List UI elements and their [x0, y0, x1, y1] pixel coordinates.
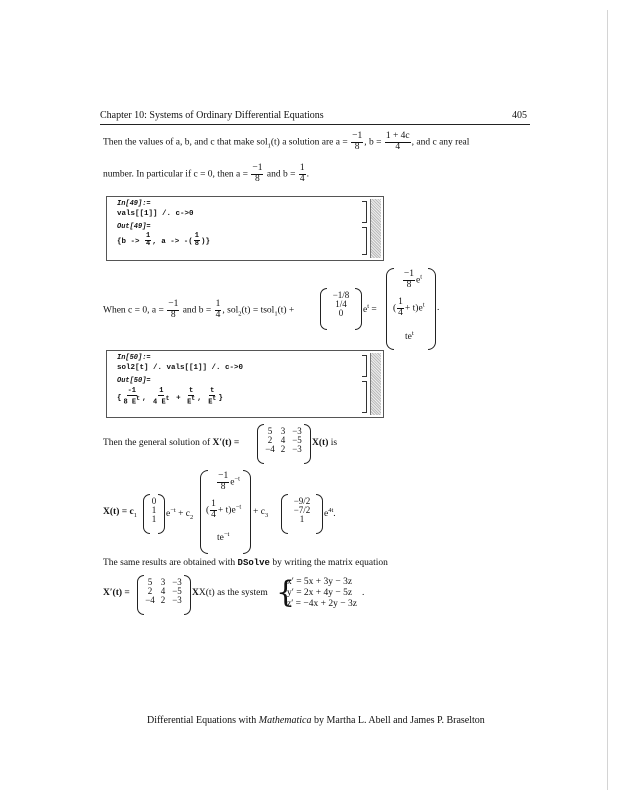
term-3-coef: + $c_3$ [253, 507, 269, 519]
paragraph-values-abc: Then the values of a, b, and c that make sol$_1$(t) a solution are a = $\frac{-1}{8}$ , b = $\frac{1 + 4c}{4}$ , and c any real [103, 131, 470, 152]
header-rule [100, 124, 530, 125]
system-brace: { [276, 575, 296, 610]
notebook-cell-50 [106, 350, 384, 418]
right-paren [355, 288, 362, 330]
gensol-mid-row-1: $\frac{-1}{8}$ $e^{-t}$ [218, 471, 240, 492]
left-paren [257, 424, 264, 464]
fraction-a: $\frac{-1}{8}$ [352, 131, 363, 152]
notebook-cell-49 [106, 196, 384, 261]
cell-bracket-input[interactable] [362, 201, 367, 223]
chapter-title: Chapter 10: Systems of Ordinary Differential Equations [100, 110, 324, 121]
sol2-row-3: $te^t$ [405, 330, 414, 343]
coefficient-matrix: 5 3 −3 2 4 −5 −4 2 −3 [265, 426, 302, 454]
system-trail: . [362, 588, 365, 598]
fraction-b: $\frac{1}{4}$ [299, 163, 305, 184]
page-number: 405 [512, 110, 527, 121]
cell-input[interactable]: vals[[1]] /. c->0 [117, 210, 194, 218]
cell-bracket-output[interactable] [362, 381, 367, 413]
left-paren [137, 575, 144, 615]
in-label: In[49]:= [117, 200, 151, 208]
sentence-end: . [437, 303, 440, 313]
gensol-lhs: $X(t) = c_1$ [103, 507, 137, 519]
rhs: X(t) is [312, 438, 338, 448]
system-coefficient-matrix: 5 3 −3 2 4 −5 −4 2 −3 [145, 577, 182, 605]
system-rhs: XX(t) as the system [192, 588, 268, 598]
cell-bracket-input[interactable] [362, 355, 367, 377]
dsolve-code: DSolve [237, 558, 270, 568]
cell-output: {b -> $\frac{1}{4}$ , a -> -( $\frac{1}{8}$ )} [117, 232, 210, 249]
fraction-b: $\frac{1 + 4c}{4}$ [385, 131, 410, 152]
sol2-row-2: ( $\frac{1}{4}$ + $t)e^t$ [393, 297, 425, 318]
right-paren [184, 575, 191, 615]
page-edge-line [607, 10, 608, 790]
vector-constant: −1/8 1/4 0 [332, 290, 350, 318]
paragraph-dsolve: The same results are obtained with DSolve by writing the matrix equation [103, 558, 388, 568]
out-label: Out[50]= [117, 377, 151, 385]
scrollbar[interactable] [370, 353, 381, 415]
out-label: Out[49]= [117, 223, 151, 231]
eigenvector-3: −9/2 −7/2 1 [293, 496, 311, 524]
system-lhs: X′(t) = [103, 588, 130, 598]
fraction-a: $\frac{-1}{8}$ [252, 163, 263, 184]
right-paren [428, 268, 436, 350]
right-paren [158, 494, 165, 534]
term-3-exp: $e^{4t}$. [324, 507, 336, 520]
term-1-exp: $e^{-t} + c_2$ [166, 507, 194, 522]
paragraph-general-solution-intro: Then the general solution of X′(t) = [103, 438, 240, 448]
right-paren [304, 424, 311, 464]
in-label: In[50]:= [117, 354, 151, 362]
scrollbar[interactable] [370, 199, 381, 258]
paragraph-sol2-definition: When c = 0, a = $\frac{-1}{8}$ and b = $\frac{1}{4}$ , sol$_2$(t) = tsol$_1$(t) + [103, 299, 295, 320]
gensol-mid-row-2: ( $\frac{1}{4}$ + $t)e^{-t}$ [206, 499, 242, 520]
cell-input[interactable]: sol2[t] /. vals[[1]] /. c->0 [117, 364, 244, 372]
right-paren [316, 494, 323, 534]
system-equations: x′ = 5x + 3y − 3z y′ = 2x + 4y − 5z z′ = −4x + 2y − 3z [287, 577, 357, 609]
gensol-mid-row-3: $te^{-t}$ [217, 531, 230, 544]
eigenvector-1: 0 1 1 [151, 496, 157, 524]
cell-bracket-output[interactable] [362, 227, 367, 255]
cell-output: { $\frac{-1}{8 E^t}$ , $\frac{1}{4 E^t}$ + $\frac{t}{E^t}$ , $\frac{t}{E^t}$ } [117, 387, 223, 407]
exp-term: $e^t$ = [363, 303, 377, 316]
sol2-row-1: $\frac{-1}{8}$ $e^t$ [403, 269, 423, 290]
right-paren [243, 470, 251, 554]
footer: Differential Equations with Mathematica by Martha L. Abell and James P. Braselton [147, 715, 485, 726]
paragraph-particular-c0: number. In particular if c = 0, then a = $\frac{-1}{8}$ and b = $\frac{1}{4}$ . [103, 163, 309, 184]
